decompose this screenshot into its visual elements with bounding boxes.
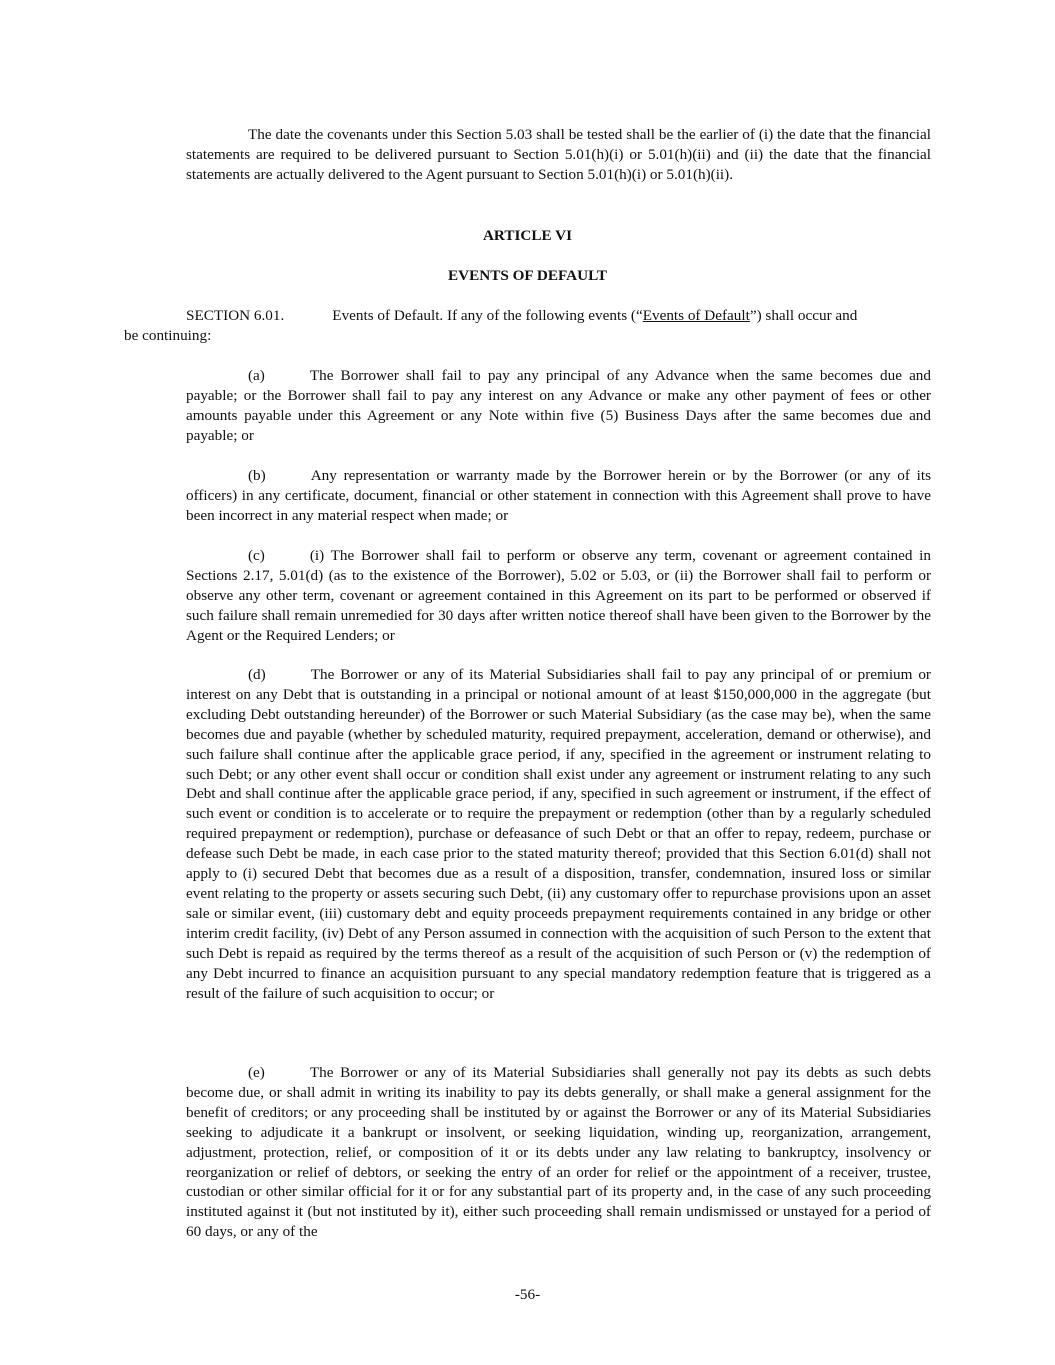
page-number: -56- xyxy=(514,1286,541,1303)
section-first-line xyxy=(124,306,931,326)
clause-text: The Borrower shall fail to pay any principal of any Advance when the same becomes due and payable; or the Borrower shall fail to pay any interest on any Advance or make any other payment of fees or other amounts payable under this Agreement or any Note within five (5) Business Days after the same becomes due and payable; or xyxy=(186,367,931,444)
section-text-before: Events of Default. If any of the following events (“ xyxy=(332,307,643,324)
section-text-after: ”) shall occur and xyxy=(749,307,858,324)
clause-b xyxy=(186,466,931,526)
defined-term-events-of-default: Events of Default xyxy=(642,307,750,324)
clause-marker: (a) xyxy=(248,367,265,384)
clause-e xyxy=(186,1063,931,1242)
clause-marker: (d) xyxy=(248,666,266,683)
clause-marker: (c) xyxy=(248,547,265,564)
clause-a xyxy=(186,366,931,446)
clause-text: Any representation or warranty made by the Borrower herein or by the Borrower (or any of its officers) in any certificate, document, financial or other statement in connection with this Agreement shall prove to have been incorrect in any material respect when made; or xyxy=(186,467,931,524)
intro-paragraph: The date the covenants under this Section 5.03 shall be tested shall be the earlier of (i) the date that the financial statements are required to be delivered pursuant to Section 5.01(h)(i) or 5.01(h)(ii) and (ii) the date that the financial statements are actually delivered to the Agent pursuant to Section 5.01(h)(i) or 5.01(h)(ii). xyxy=(186,126,931,183)
clause-d xyxy=(186,665,931,1003)
article-title: ARTICLE VI xyxy=(482,227,573,244)
section-number: SECTION 6.01. xyxy=(186,307,285,324)
section-6-01-intro xyxy=(124,306,931,346)
clause-marker: (b) xyxy=(248,467,266,484)
section-continuation: be continuing: xyxy=(124,326,212,344)
clause-text: The Borrower or any of its Material Subsidiaries shall generally not pay its debts as such debts become due, or shall admit in writing its inability to pay its debts generally, or shall make a general assignment for the benefit of creditors; or any proceeding shall be instituted by or against the Borrower or any of its Material Subsidiaries seeking to adjudicate it a bankrupt or insolvent, or seeking liquidation, winding up, reorganization, arrangement, adjustment, protection, relief, or composition of it or its debts under any law relating to bankruptcy, insolvency or reorganization or relief of debtors, or seeking the entry of an order for relief or the appointment of a receiver, trustee, custodian or other similar official for it or for any substantial part of its property and, in the case of any such proceeding instituted against it (but not instituted by it), either such proceeding shall remain undismissed or unstayed for a period of 60 days, or any of the xyxy=(186,1064,931,1241)
clause-text: (i) The Borrower shall fail to perform or observe any term, covenant or agreement contained in Sections 2.17, 5.01(d) (as to the existence of the Borrower), 5.02 or 5.03, or (ii) the Borrower shall fail to perform or observe any other term, covenant or agreement contained in this Agreement on its part to be performed or observed if such failure shall remain unremedied for 30 days after written notice thereof shall have been given to the Borrower by the Agent or the Required Lenders; or xyxy=(186,547,931,644)
article-subtitle: EVENTS OF DEFAULT xyxy=(448,267,607,284)
clause-c xyxy=(186,546,931,646)
clause-marker: (e) xyxy=(248,1064,265,1081)
clause-text: The Borrower or any of its Material Subsidiaries shall fail to pay any principal of or premium or interest on any Debt that is outstanding in a principal or notional amount of at least $150,000,000 in the aggregate (but excluding Debt outstanding hereunder) of the Borrower or such Material Subsidiary (as the case may be), when the same becomes due and payable (whether by scheduled maturity, required prepayment, acceleration, demand or otherwise), and such failure shall continue after the applicable grace period, if any, specified in the agreement or instrument relating to such Debt; or any other event shall occur or condition shall exist under any agreement or instrument relating to any such Debt and shall continue after the applicable grace period, if any, specified in such agreement or instrument, if the effect of such event or condition is to accelerate or to require the prepayment or redemption (other than by a regularly scheduled required prepayment or redemption), purchase or defeasance of such Debt or that an offer to repay, redeem, purchase or defease such Debt be made, in each case prior to the stated maturity thereof; provided that this Section 6.01(d) shall not apply to (i) secured Debt that becomes due as a result of a disposition, transfer, condemnation, insured loss or similar event relating to the property or assets securing such Debt, (ii) any customary offer to repurchase provisions upon an asset sale or similar event, (iii) customary debt and equity proceeds prepayment requirements contained in any bridge or other interim credit facility, (iv) Debt of any Person assumed in connection with the acquisition of such Person to the extent that such Debt is repaid as required by the terms thereof as a result of the acquisition of such Person or (v) the redemption of any Debt incurred to finance an acquisition pursuant to any special mandatory redemption feature that is triggered as a result of the failure of such acquisition to occur; or xyxy=(186,666,931,1002)
